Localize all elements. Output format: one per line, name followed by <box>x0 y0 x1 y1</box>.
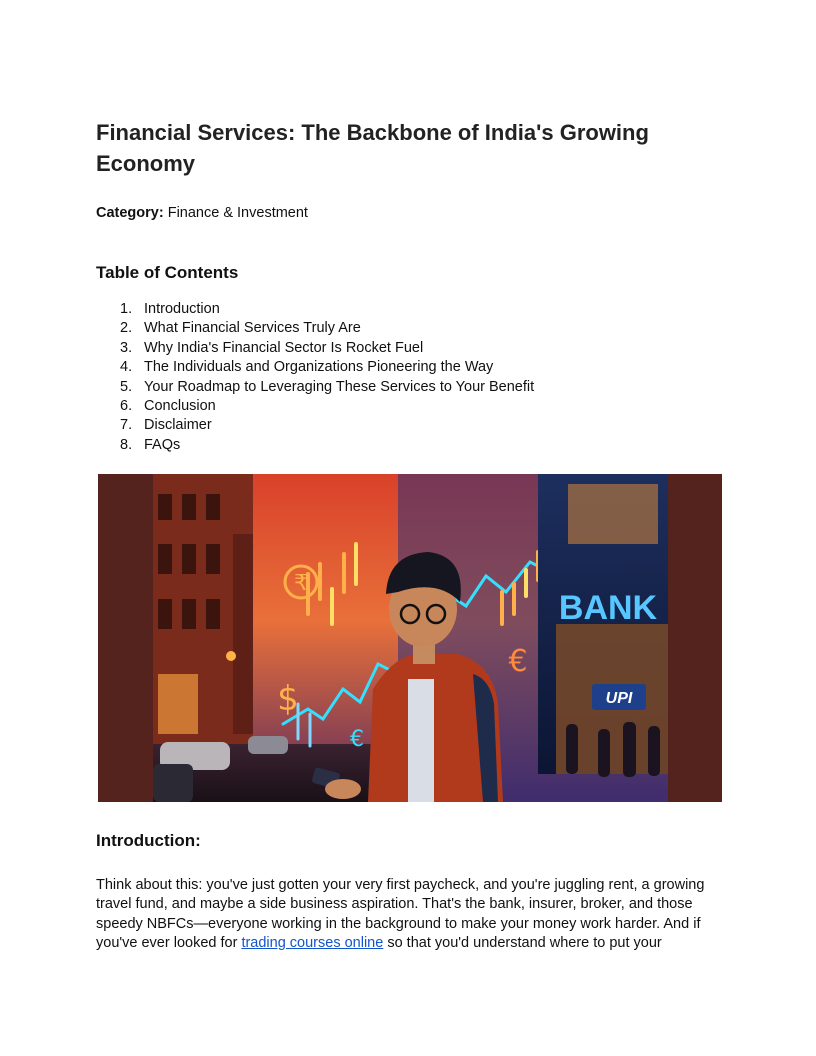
toc-item: 6. Conclusion <box>120 398 216 415</box>
toc-item: 1. Introduction <box>120 301 220 317</box>
toc-item-label: Introduction <box>144 301 220 317</box>
hero-scene <box>98 474 722 802</box>
toc-item: 4. The Individuals and Organizations Pioneering the Way <box>120 359 494 376</box>
euro-symbol-small: € <box>350 727 364 752</box>
category-value: Finance & Investment <box>167 205 308 221</box>
toc-item-label: Why India's Financial Sector Is Rocket Fuel <box>144 339 424 356</box>
hero-illustration <box>98 474 722 802</box>
table-of-contents <box>96 300 534 455</box>
toc-item: 5. Your Roadmap to Leveraging These Services to Your Benefit <box>120 378 535 395</box>
category-line <box>96 205 308 221</box>
rupee-symbol: ₹ <box>294 571 308 596</box>
toc-item-label: Disclaimer <box>144 417 212 434</box>
trading-courses-link[interactable]: trading courses online <box>241 935 384 952</box>
toc-item: 2. What Financial Services Truly Are <box>120 320 361 337</box>
category-label: Category: <box>96 205 164 221</box>
bank-sign: BANK <box>558 589 658 627</box>
dollar-symbol: $ <box>277 679 299 719</box>
toc-item-label: The Individuals and Organizations Pioneering the Way <box>144 359 494 376</box>
article-title: Financial Services: The Backbone of India's Growing Economy <box>96 120 649 176</box>
historic-building <box>153 474 253 764</box>
toc-item-label: What Financial Services Truly Are <box>144 320 361 337</box>
toc-item: 7. Disclaimer <box>120 417 212 434</box>
introduction-heading: Introduction: <box>96 831 201 850</box>
euro-symbol: € <box>508 644 528 679</box>
toc-item-label: Conclusion <box>144 398 216 415</box>
introduction-paragraph: Think about this: you've just gotten your very first paycheck, and you're juggling rent, a growing travel fund, and maybe a side business aspiration. That's the bank, insurer, broker, and those speedy NBFCs—everyone working in the background to make your money work harder. And if you've ever looked for trading courses online so that you'd understand where to put your <box>96 877 705 952</box>
upi-sign: UPI <box>605 690 633 707</box>
toc-item: 3. Why India's Financial Sector Is Rocket Fuel <box>120 339 424 356</box>
toc-item-label: FAQs <box>144 436 181 453</box>
street-lamp <box>226 651 236 661</box>
toc-item: 8. FAQs <box>120 436 181 453</box>
toc-heading: Table of Contents <box>96 263 239 282</box>
toc-item-label: Your Roadmap to Leveraging These Services to Your Benefit <box>144 378 535 395</box>
